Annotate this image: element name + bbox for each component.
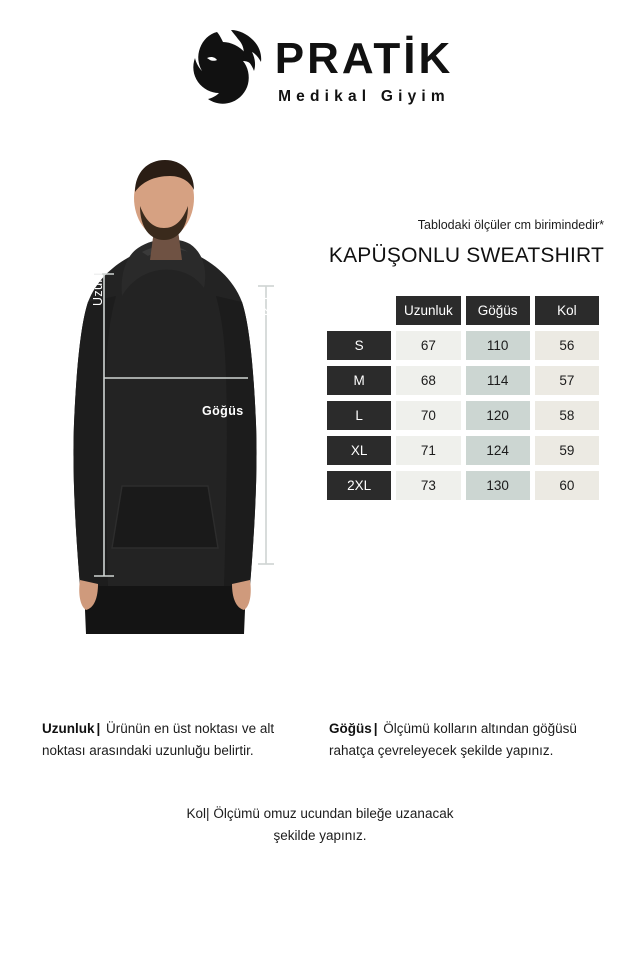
table-corner-cell [327,296,391,325]
row-size-label: XL [327,436,391,465]
goat-head-icon [187,28,265,114]
photo-label-uzunluk: Uzunluk [91,258,105,306]
logo [187,28,454,114]
row-size-label: M [327,366,391,395]
logo-text [274,34,454,106]
legend-text-kol: Ölçümü omuz ucundan bileğe uzanacak şekilde yapınız. [213,805,454,843]
cell-kol: 60 [535,471,599,500]
table-row [327,436,599,465]
legend-separator: | [373,721,378,736]
column-header-uzunluk: Uzunluk [396,296,460,325]
cell-gogus: 124 [466,436,530,465]
column-header-gogus: Göğüs [466,296,530,325]
size-table-title: KAPÜŞONLU SWEATSHIRT [328,244,604,267]
cell-gogus: 120 [466,401,530,430]
size-table-note: Tablodaki ölçüler cm birimindedir* [417,218,604,232]
photo-label-gogus: Göğüs [202,404,244,418]
legend-bottom-row [42,803,598,848]
legend-separator: | [96,721,101,736]
cell-uzunluk: 70 [396,401,460,430]
logo-title: PRATİK [274,34,454,84]
brand-header [0,0,640,114]
cell-uzunluk: 73 [396,471,460,500]
size-table-block [322,218,604,506]
legend-item-gogus [329,718,598,763]
legend-text-uzunluk: Ürünün en üst noktası ve alt noktası arasındaki uzunluğu belirtir. [42,721,275,759]
legend-term-kol: Kol [186,805,207,821]
main-content [0,156,640,656]
cell-gogus: 130 [466,471,530,500]
cell-kol: 58 [535,401,599,430]
cell-gogus: 110 [466,331,530,360]
logo-tagline: Medikal Giyim [278,88,450,106]
measurement-legend [0,718,640,847]
cell-uzunluk: 71 [396,436,460,465]
cell-uzunluk: 68 [396,366,460,395]
cell-kol: 57 [535,366,599,395]
legend-term-uzunluk: Uzunluk [42,721,95,736]
table-row [327,366,599,395]
size-table [322,290,604,506]
table-row [327,331,599,360]
row-size-label: 2XL [327,471,391,500]
photo-label-kol: Kol [263,296,277,316]
legend-separator: | [206,805,210,821]
row-size-label: S [327,331,391,360]
cell-kol: 59 [535,436,599,465]
product-photo [36,156,294,646]
column-header-kol: Kol [535,296,599,325]
legend-top-row [42,718,598,763]
legend-text-gogus: Ölçümü kolların altından göğüsü rahatça çevreleyecek şekilde yapınız. [329,721,577,759]
cell-kol: 56 [535,331,599,360]
legend-item-uzunluk [42,718,311,763]
cell-uzunluk: 67 [396,331,460,360]
table-row [327,401,599,430]
table-header-row [327,296,599,325]
cell-gogus: 114 [466,366,530,395]
row-size-label: L [327,401,391,430]
table-row [327,471,599,500]
legend-term-gogus: Göğüs [329,721,372,736]
legend-item-kol [170,803,470,848]
